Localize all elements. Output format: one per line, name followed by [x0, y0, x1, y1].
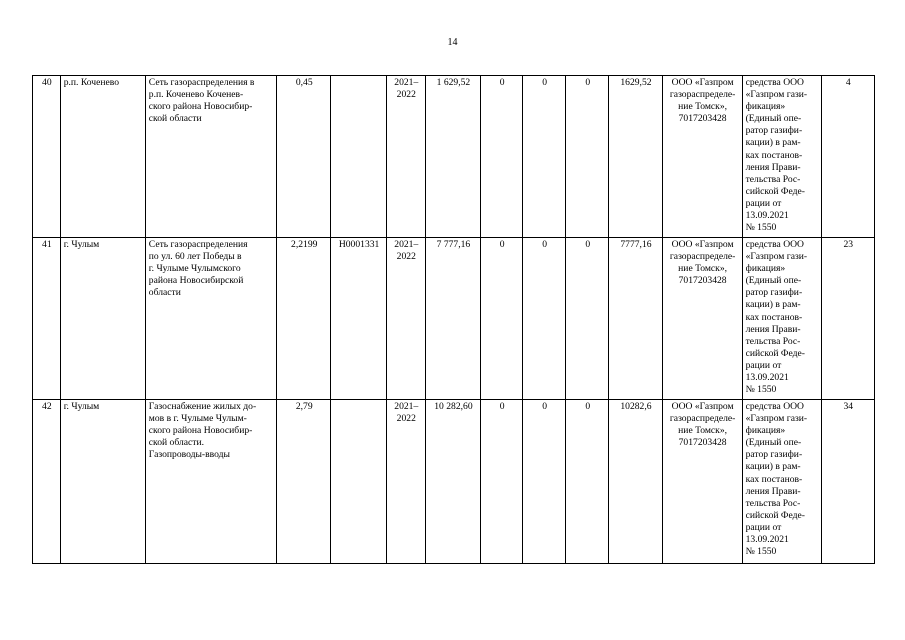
- row-number-cell: 40: [33, 76, 61, 238]
- row-number-cell: 41: [33, 238, 61, 400]
- cell-line: кации) в рам-: [745, 137, 801, 149]
- cell-line: ках постанов-: [745, 149, 803, 161]
- cell-line: ООО «Газпром: [671, 239, 734, 250]
- last-value-cell: 4: [821, 76, 874, 238]
- cell-line: фикация»: [745, 263, 786, 275]
- cell-line: рации от: [745, 359, 782, 371]
- code-cell: [331, 76, 386, 238]
- length-cell: 0,45: [277, 76, 331, 238]
- funding-source-cell: [742, 400, 821, 564]
- cell-line: ратор газифи-: [745, 125, 803, 137]
- cell-line: рации от: [745, 521, 782, 533]
- cell-line: ления Прави-: [745, 485, 801, 497]
- cell-line: (Единый опе-: [745, 437, 802, 449]
- cell-line: кации) в рам-: [745, 299, 801, 311]
- row-number-cell: 42: [33, 400, 61, 564]
- value-cell-3: 0: [566, 238, 609, 400]
- period-cell: [386, 76, 425, 238]
- table-row: [33, 400, 875, 564]
- cell-line: 13.09.2021: [745, 534, 789, 546]
- cell-line: ской области: [148, 113, 202, 125]
- cell-line: газораспределе-: [669, 413, 736, 425]
- cell-line: № 1550: [745, 384, 777, 396]
- organization-cell: [662, 238, 742, 400]
- cell-line: ской области.: [148, 437, 205, 449]
- cell-line: ООО «Газпром: [671, 401, 734, 412]
- cell-line: рации от: [745, 197, 782, 209]
- cell-line: газораспределе-: [669, 89, 736, 101]
- cell-line: сийской Феде-: [745, 509, 805, 521]
- page-number: 14: [447, 37, 458, 48]
- value-cell-1: 0: [481, 238, 523, 400]
- cell-line: «Газпром гази-: [745, 89, 808, 101]
- length-cell: 2,79: [277, 400, 331, 564]
- cell-line: фикация»: [745, 425, 786, 437]
- value-cell-2: 0: [523, 400, 566, 564]
- settlement-cell: г. Чулым: [60, 400, 145, 564]
- period-cell: [386, 400, 425, 564]
- object-name-cell: [145, 400, 276, 564]
- cell-line: (Единый опе-: [745, 275, 802, 287]
- cell-line: ние Томск»,: [678, 263, 728, 275]
- period-cell: [386, 238, 425, 400]
- cell-line: ского района Новосибир-: [148, 101, 253, 113]
- cell-line: средства ООО: [745, 239, 804, 250]
- table-row: [33, 238, 875, 400]
- cell-line: ского района Новосибир-: [148, 425, 253, 437]
- table-row: [33, 76, 875, 238]
- cell-line: 13.09.2021: [745, 372, 789, 384]
- amount-cell: 7777,16: [609, 238, 662, 400]
- cell-line: 7017203428: [678, 113, 727, 125]
- total-cost-cell: 7 777,16: [425, 238, 480, 400]
- value-cell-2: 0: [523, 76, 566, 238]
- cell-line: ратор газифи-: [745, 449, 803, 461]
- cell-line: № 1550: [745, 546, 777, 558]
- cell-line: тельства Рос-: [745, 335, 801, 347]
- organization-cell: [662, 400, 742, 564]
- cell-line: ние Томск»,: [678, 101, 728, 113]
- total-cost-cell: 10 282,60: [425, 400, 480, 564]
- cell-line: ратор газифи-: [745, 287, 803, 299]
- total-cost-cell: 1 629,52: [425, 76, 480, 238]
- cell-line: «Газпром гази-: [745, 413, 808, 425]
- gas-objects-table: [32, 75, 875, 564]
- cell-line: «Газпром гази-: [745, 251, 808, 263]
- object-name-cell: [145, 238, 276, 400]
- cell-line: средства ООО: [745, 77, 804, 88]
- cell-line: 7017203428: [678, 437, 727, 449]
- cell-line: кации) в рам-: [745, 461, 801, 473]
- value-cell-1: 0: [481, 400, 523, 564]
- cell-line: ние Томск»,: [678, 425, 728, 437]
- cell-line: 13.09.2021: [745, 210, 789, 222]
- cell-line: ления Прави-: [745, 323, 801, 335]
- cell-line: Газоснабжение жилых до-: [148, 401, 257, 412]
- cell-line: фикация»: [745, 101, 786, 113]
- cell-line: р.п. Коченево Коченев-: [148, 89, 244, 101]
- cell-line: 2021–: [394, 77, 419, 88]
- cell-line: ках постанов-: [745, 473, 803, 485]
- cell-line: Сеть газораспределения: [148, 239, 248, 250]
- cell-line: тельства Рос-: [745, 173, 801, 185]
- funding-source-cell: [742, 238, 821, 400]
- amount-cell: 1629,52: [609, 76, 662, 238]
- cell-line: 2022: [396, 251, 416, 263]
- cell-line: тельства Рос-: [745, 497, 801, 509]
- settlement-cell: р.п. Коченево: [60, 76, 145, 238]
- last-value-cell: 34: [821, 400, 874, 564]
- value-cell-1: 0: [481, 76, 523, 238]
- cell-line: по ул. 60 лет Победы в: [148, 251, 242, 263]
- last-value-cell: 23: [821, 238, 874, 400]
- value-cell-2: 0: [523, 238, 566, 400]
- cell-line: Газопроводы-вводы: [148, 449, 230, 461]
- funding-source-cell: [742, 76, 821, 238]
- cell-line: г. Чулыме Чулымского: [148, 263, 241, 275]
- code-cell: Н0001331: [331, 238, 386, 400]
- object-name-cell: [145, 76, 276, 238]
- cell-line: ления Прави-: [745, 161, 801, 173]
- cell-line: ках постанов-: [745, 311, 803, 323]
- amount-cell: 10282,6: [609, 400, 662, 564]
- code-cell: [331, 400, 386, 564]
- cell-line: (Единый опе-: [745, 113, 802, 125]
- length-cell: 2,2199: [277, 238, 331, 400]
- cell-line: 2022: [396, 413, 416, 425]
- cell-line: ООО «Газпром: [671, 77, 734, 88]
- cell-line: 7017203428: [678, 275, 727, 287]
- cell-line: 2022: [396, 89, 416, 101]
- cell-line: Сеть газораспределения в: [148, 77, 255, 88]
- cell-line: № 1550: [745, 222, 777, 234]
- value-cell-3: 0: [566, 400, 609, 564]
- cell-line: 2021–: [394, 401, 419, 412]
- value-cell-3: 0: [566, 76, 609, 238]
- cell-line: сийской Феде-: [745, 347, 805, 359]
- cell-line: мов в г. Чулыме Чулым-: [148, 413, 247, 425]
- cell-line: газораспределе-: [669, 251, 736, 263]
- cell-line: района Новосибирской: [148, 275, 244, 287]
- cell-line: сийской Феде-: [745, 185, 805, 197]
- cell-line: области: [148, 287, 181, 299]
- cell-line: средства ООО: [745, 401, 804, 412]
- settlement-cell: г. Чулым: [60, 238, 145, 400]
- cell-line: 2021–: [394, 239, 419, 250]
- organization-cell: [662, 76, 742, 238]
